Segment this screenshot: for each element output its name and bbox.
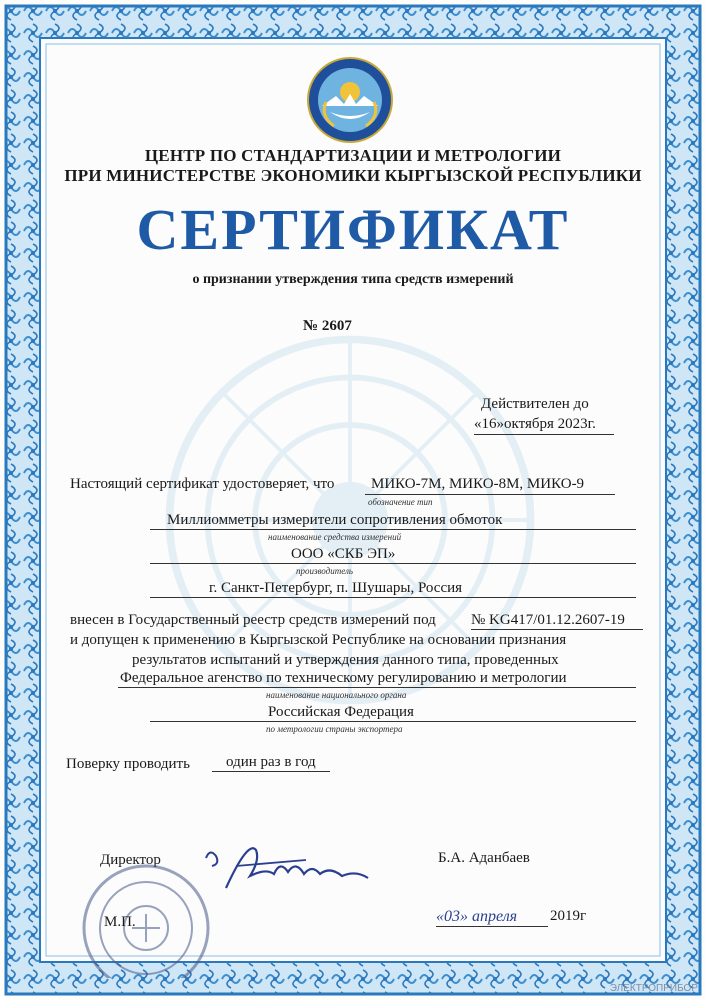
certificate-title: СЕРТИФИКАТ (136, 197, 570, 262)
manufacturer-underline (150, 563, 636, 564)
agency-underline (118, 687, 636, 688)
valid-until-label: Действителен до (481, 396, 589, 412)
verification-value: один раз в год (226, 754, 316, 770)
kyrgyz-state-emblem-icon (306, 56, 394, 144)
type-caption: обозначение тип (368, 497, 433, 507)
valid-until-date: «16»октября 2023г. (474, 416, 596, 432)
verification-label: Поверку проводить (66, 756, 190, 772)
registry-number-underline (471, 629, 643, 630)
org-line-2: ПРИ МИНИСТЕРСТВЕ ЭКОНОМИКИ КЫРГЫЗСКОЙ РЕСПУБЛИКИ (64, 166, 642, 185)
country-underline (150, 721, 636, 722)
type-underline (365, 494, 615, 495)
issue-date-handwritten: «03» апреля (436, 908, 518, 925)
signature-icon (196, 830, 376, 900)
instrument-name-caption: наименование средства измерений (268, 532, 402, 542)
instrument-name-value: Миллиомметры измерители сопротивления обмоток (167, 512, 503, 528)
issue-date-underline (436, 926, 548, 927)
manufacturer-caption: производитель (296, 566, 354, 576)
manufacturer-value: ООО «СКБ ЭП» (291, 546, 396, 562)
valid-date-underline (474, 434, 614, 435)
certificate-number: № 2607 (303, 318, 352, 334)
verification-underline (212, 771, 330, 772)
director-label: Директор (100, 852, 161, 868)
results-line: результатов испытаний и утверждения данного типа, проведенных (132, 652, 559, 668)
seal-label: М.П. (104, 914, 136, 930)
type-designation-value: МИКО-7М, МИКО-8М, МИКО-9 (371, 476, 585, 492)
registry-text: внесен в Государственный реестр средств измерений под (70, 612, 436, 628)
director-name: Б.А. Аданбаев (438, 850, 530, 866)
org-line-1: ЦЕНТР ПО СТАНДАРТИЗАЦИИ И МЕТРОЛОГИИ (144, 146, 562, 165)
official-stamp-icon (76, 858, 216, 978)
admitted-line: и допущен к применению в Кыргызской Республике на основании признания (70, 632, 567, 648)
watermark-brand: ЭЛЕКТРОПРИБОР (609, 983, 698, 994)
manufacturer-location: г. Санкт-Петербург, п. Шушары, Россия (209, 580, 463, 596)
agency-caption: наименование национального органа (266, 690, 407, 700)
country-value: Российская Федерация (268, 704, 414, 720)
location-underline (150, 597, 636, 598)
agency-value: Федеральное агенство по техническому регулированию и метрологии (120, 670, 567, 686)
certificate-subtitle: о признании утверждения типа средств измерений (192, 272, 514, 287)
certifies-label: Настоящий сертификат удостоверяет, что (70, 476, 335, 492)
issue-year: 2019г (550, 908, 587, 924)
registry-number: № KG417/01.12.2607-19 (471, 612, 625, 628)
country-caption: по метрологии страны экспортера (266, 724, 403, 734)
instrument-name-underline (150, 529, 636, 530)
